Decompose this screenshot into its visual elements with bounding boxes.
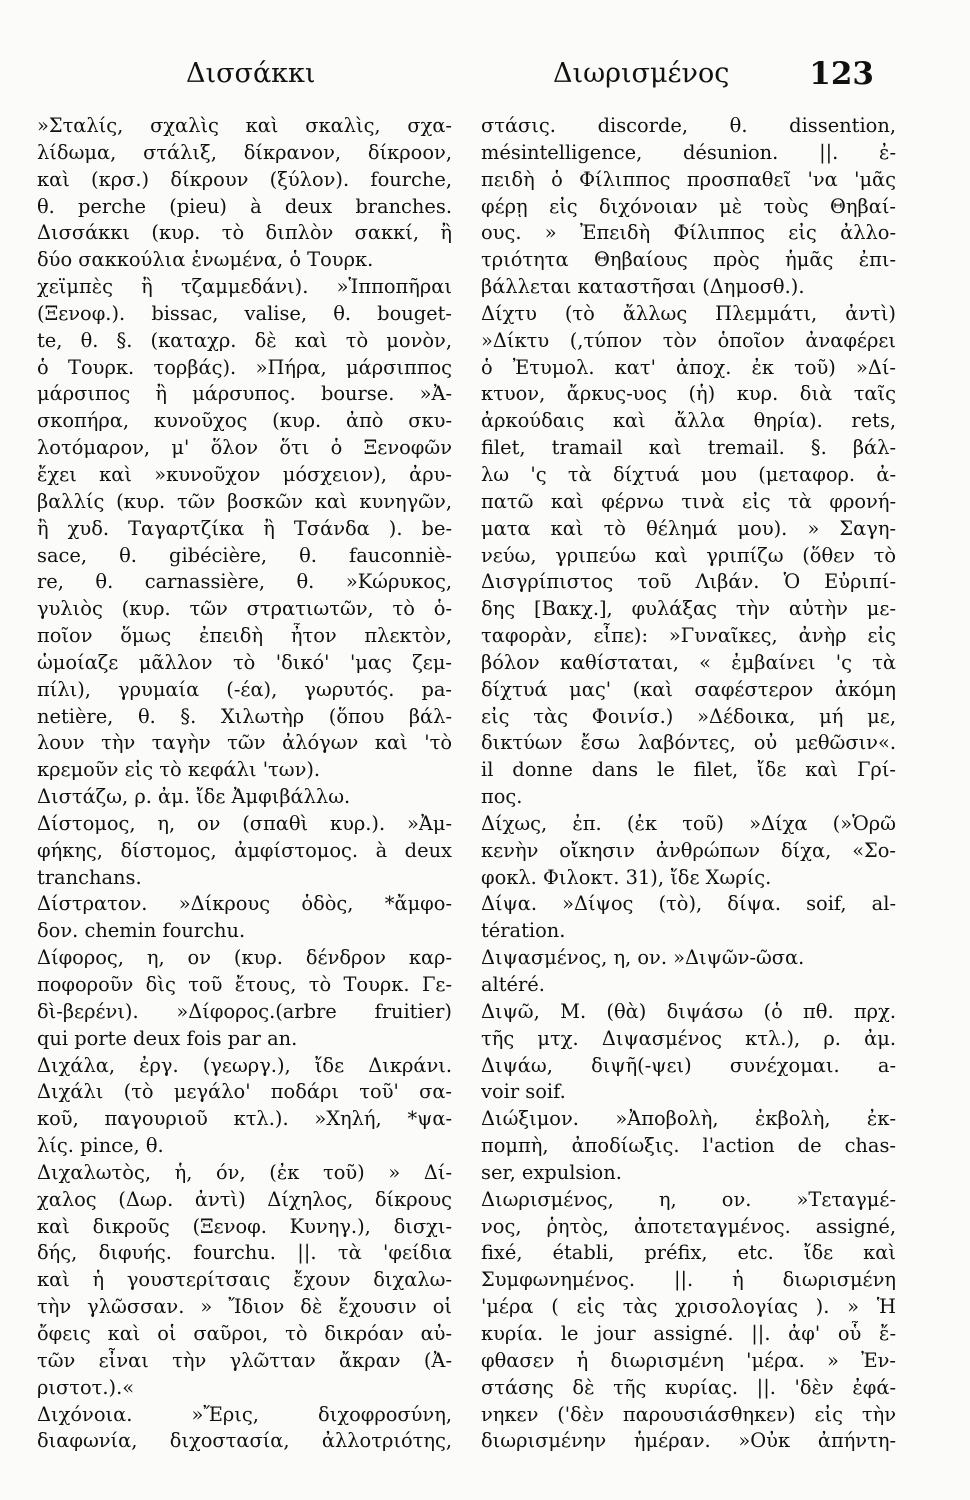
entry-line: filet, tramail καὶ tremail. §. βάλ- bbox=[481, 436, 896, 460]
entry-line: πειδὴ ὁ Φίλιππος προσπαθεῖ 'να 'μᾶς bbox=[481, 167, 896, 191]
entry-line: Διώξιμον. »Ἀποβολὴ, ἐκβολὴ, ἐκ- bbox=[481, 1107, 896, 1131]
entry-line: Διωρισμένος, η, ον. »Τεταγμέ- bbox=[481, 1187, 896, 1211]
entry-line: te, θ. §. (καταχρ. δὲ καὶ τὸ μονὸν, bbox=[37, 328, 452, 352]
entry-line: ὡμοίαζε μᾶλλον τὸ 'δικό' 'μας ζεμ- bbox=[37, 650, 452, 674]
entry-line: Δισγρίπιστος τοῦ Λιβάν. Ὁ Εὐριπί- bbox=[481, 570, 896, 594]
entry-line: ἔχει καὶ »κυνοῦχον μόσχειον), ἀρυ- bbox=[37, 462, 452, 486]
entry-line: νος, ῥητὸς, ἀποτεταγμένος. assigné, bbox=[481, 1214, 896, 1238]
entry-line: κενὴν οἴκησιν ἀνθρώπων δίχα, «Σο- bbox=[481, 838, 896, 862]
entry-line: λοτόμαρον, μ' ὅλον ὅτι ὁ Ξενοφῶν bbox=[37, 436, 452, 460]
entry-line: δης [Βακχ.], φυλάξας τὴν αὐτὴν με- bbox=[481, 597, 896, 621]
entry-line: re, θ. carnassière, θ. »Κώρυκος, bbox=[37, 570, 452, 594]
entry-line: σκοπήρα, κυνοῦχος (κυρ. ἀπὸ σκυ- bbox=[37, 409, 452, 433]
entry-line: λίς. pince, θ. bbox=[37, 1134, 164, 1158]
entry-line: νηκεν ('δὲν παρουσιάσθηκεν) εἰς τὴν bbox=[481, 1402, 896, 1426]
entry-line: δύο σακκούλια ἑνωμένα, ὁ Τουρκ. bbox=[37, 248, 374, 272]
entry-line: »Δίκτυ (,τύπον τὸν ὁποῖον ἀναφέρει bbox=[481, 328, 896, 352]
entry-line: netière, θ. §. Χιλωτὴρ (ὅπου βάλ- bbox=[37, 704, 452, 728]
entry-line: δής, διφυής. fourchu. ||. τὰ 'φείδια bbox=[37, 1241, 452, 1265]
entry-line: χεϊμπὲς ἢ τζαμμεδάνι). »Ἱπποπῆραι bbox=[37, 275, 452, 299]
entry-line: κυρία. le jour assigné. ||. ἀφ' οὗ ἔ- bbox=[481, 1321, 896, 1345]
entry-line: Δίψα. »Δίψος (τὸ), δίψα. soif, al- bbox=[481, 892, 896, 916]
entry-line: καὶ δικροῦς (Ξενοφ. Κυνηγ.), δισχι- bbox=[37, 1214, 452, 1238]
entry-line: διωρισμένην ἡμέραν. »Οὐκ ἀπήντη- bbox=[481, 1429, 896, 1453]
page-number: 123 bbox=[809, 56, 874, 92]
entry-line: fixé, établi, préfix, etc. ἴδε καὶ bbox=[481, 1241, 896, 1265]
entry-line: tranchans. bbox=[37, 865, 142, 889]
entry-line: κρεμοῦν εἰς τὸ κεφάλι 'των). bbox=[37, 758, 321, 782]
entry-line: εἰς τὰς Φοινίσ.) »Δέδοικα, μή με, bbox=[481, 704, 896, 728]
entry-line: λίδωμα, στάλιξ, δίκρανον, δίκροον, bbox=[37, 140, 452, 164]
entry-line: φοκλ. Φιλοκτ. 31), ἴδε Χωρίς. bbox=[481, 865, 772, 889]
entry-line: βάλλεται καταστῆσαι (Δημοσθ.). bbox=[481, 275, 805, 299]
entry-line: μάρσιπος ἢ μάρσυπος. bourse. »Ἀ- bbox=[37, 382, 452, 406]
entry-line: διαφωνία, διχοστασία, ἀλλοτριότης, bbox=[37, 1429, 452, 1453]
entry-line: Δίχτυ (τὸ ἄλλως Πλεμμάτι, ἀντὶ) bbox=[481, 301, 896, 325]
entry-line: πατῶ καὶ φέρνω τινὰ εἰς τὰ φρονή- bbox=[481, 489, 896, 513]
entry-line: il donne dans le filet, ἴδε καὶ Γρί- bbox=[481, 758, 896, 782]
entry-line: ματα καὶ τὸ θέλημά μου). » Σαγη- bbox=[481, 516, 896, 540]
entry-line: Διχόνοια. »Ἔρις, διχοφροσύνη, bbox=[37, 1402, 452, 1426]
entry-line: λουν τὴν ταγὴν τῶν ἀλόγων καὶ 'τὸ bbox=[37, 731, 452, 755]
entry-line: νεύω, γριπεύω καὶ γριπίζω (ὅθεν τὸ bbox=[481, 543, 896, 567]
entry-line: τὴν γλῶσσαν. » Ἴδιον δὲ ἔχουσιν οἱ bbox=[37, 1295, 452, 1319]
entry-line: ser, expulsion. bbox=[481, 1160, 622, 1184]
entry-line: Δίστομος, η, ον (σπαθὶ κυρ.). »Ἀμ- bbox=[37, 811, 452, 835]
entry-line: δον. chemin fourchu. bbox=[37, 919, 246, 943]
entry-line: κτυον, ἄρκυς-υος (ἡ) κυρ. διὰ ταῖς bbox=[481, 382, 896, 406]
entry-line: βαλλίς (κυρ. τῶν βοσκῶν καὶ κυνηγῶν, bbox=[37, 489, 452, 513]
entry-line: altéré. bbox=[481, 973, 545, 996]
entry-line: δὶ-βερένι). »Δίφορος.(arbre fruitier) bbox=[37, 999, 452, 1023]
entry-line: ταφορὰν, εἶπε): »Γυναῖκες, ἀνὴρ εἰς bbox=[481, 624, 896, 648]
entry-line: voir soif. bbox=[481, 1080, 566, 1104]
entry-line: ους. » Ἐπειδὴ Φίλιππος εἰς ἀλλο- bbox=[481, 221, 896, 245]
entry-line: Δίφορος, η, ον (κυρ. δένδρον καρ- bbox=[37, 946, 452, 970]
entry-line: ποῖον ὅμως ἐπειδὴ ἦτον πλεκτὸν, bbox=[37, 624, 452, 648]
entry-line: ἢ χυδ. Ταγαρτζίκα ἢ Τσάνδα ). be- bbox=[37, 516, 452, 540]
left-guide-word: Δισσάκκι bbox=[186, 58, 316, 89]
entry-line: Δίστρατον. »Δίκρους ὁδὸς, *ἄμφο- bbox=[37, 892, 452, 916]
entry-line: πομπὴ, ἀποδίωξις. l'action de chas- bbox=[481, 1134, 896, 1158]
entry-line: δίχτυά μας' (καὶ σαφέστερον ἀκόμη bbox=[481, 677, 896, 701]
entry-line: φέρῃ εἰς διχόνοιαν μὲ τοὺς Θηβαί- bbox=[481, 194, 896, 218]
entry-line: πίλι), γρυμαία (-έα), γωρυτός. pa- bbox=[37, 677, 452, 701]
entry-line: Διψασμένος, η, ον. »Διψῶν-ῶσα. bbox=[481, 946, 805, 970]
entry-line: ὁ Ἐτυμολ. κατ' ἀποχ. ἐκ τοῦ) »Δί- bbox=[481, 355, 896, 379]
entry-line: sace, θ. gibécière, θ. fauconniè- bbox=[37, 543, 452, 567]
entry-line: δικτύων ἔσω λαβόντες, οὐ μεθῶσιν«. bbox=[481, 731, 896, 755]
entry-line: (Ξενοφ.). bissac, valise, θ. bouget- bbox=[37, 301, 452, 325]
entry-line: στάσις. discorde, θ. dissention, bbox=[481, 114, 896, 137]
entry-line: Διχαλωτὸς, ἡ, όν, (ἐκ τοῦ) » Δί- bbox=[37, 1160, 452, 1184]
entry-line: καὶ (κρσ.) δίκρουν (ξύλον). fourche, bbox=[37, 167, 452, 191]
entry-line: τριότητα Θηβαίους πρὸς ἡμᾶς ἐπι- bbox=[481, 248, 896, 272]
entry-line: ριστοτ.).« bbox=[37, 1375, 135, 1399]
entry-line: καὶ ἡ γουστερίτσαις ἔχουν διχαλω- bbox=[37, 1268, 452, 1292]
entry-line: στάσης δὲ τῆς κυρίας. ||. 'δὲν ἐφά- bbox=[481, 1375, 896, 1399]
entry-line: Διστάζω, ρ. ἀμ. ἴδε Ἀμφιβάλλω. bbox=[37, 785, 351, 809]
entry-line: πος. bbox=[481, 785, 523, 809]
entry-line: χαλος (Δωρ. ἀντὶ) Δίχηλος, δίκρους bbox=[37, 1187, 452, 1211]
entry-line: Δισσάκκι (κυρ. τὸ διπλὸν σακκί, ἢ bbox=[37, 221, 452, 245]
entry-line: Δίχως, ἐπ. (ἐκ τοῦ) »Δίχα (»Ὁρῶ bbox=[481, 811, 896, 835]
entry-line: ὄφεις καὶ οἱ σαῦροι, τὸ δικρόαν αὐ- bbox=[37, 1321, 452, 1345]
entry-line: λω 'ς τὰ δίχτυά μου (μεταφορ. ἀ- bbox=[481, 462, 896, 486]
left-column bbox=[37, 113, 452, 1455]
entry-line: τῆς μτχ. Διψασμένος κτλ.), ρ. ἀμ. bbox=[481, 1026, 896, 1050]
entry-line: Συμφωνημένος. ||. ἡ διωρισμένη bbox=[481, 1268, 896, 1292]
entry-line: Διχάλι (τὸ μεγάλο' ποδάρι τοῦ' σα- bbox=[37, 1080, 452, 1104]
right-column bbox=[481, 113, 896, 1455]
entry-line: ποφοροῦν δὶς τοῦ ἔτους, τὸ Τουρκ. Γε- bbox=[37, 973, 452, 996]
entry-line: τῶν εἶναι τὴν γλῶτταν ἄκραν (Ἀ- bbox=[37, 1348, 452, 1372]
entry-line: Διψῶ, Μ. (θὰ) διψάσω (ὁ πθ. πρχ. bbox=[481, 999, 896, 1023]
entry-line: Διψάω, διψῆ(-ψει) συνέχομαι. a- bbox=[481, 1053, 896, 1077]
entry-line: θ. perche (pieu) à deux branches. bbox=[37, 194, 452, 218]
entry-line: qui porte deux fois par an. bbox=[37, 1026, 298, 1050]
entry-line: γυλιὸς (κυρ. τῶν στρατιωτῶν, τὸ ὁ- bbox=[37, 597, 452, 621]
entry-line: tération. bbox=[481, 919, 566, 943]
entry-line: Διχάλα, ἐργ. (γεωργ.), ἴδε Δικράνι. bbox=[37, 1053, 452, 1077]
entry-line: φήκης, δίστομος, ἀμφίστομος. à deux bbox=[37, 838, 452, 862]
entry-line: ἀρκούδαις καὶ ἄλλα θηρία). rets, bbox=[481, 409, 896, 433]
entry-line: κοῦ, παγουριοῦ κτλ.). »Χηλή, *ψα- bbox=[37, 1107, 452, 1131]
entry-line: φθασεν ἡ διωρισμένη 'μέρα. » Ἐν- bbox=[481, 1348, 896, 1372]
entry-line: mésintelligence, désunion. ||. ἐ- bbox=[481, 140, 896, 164]
right-guide-word: Διωρισμένος bbox=[553, 58, 730, 89]
entry-line: 'μέρα ( εἰς τὰς χρισολογίας ). » Ἡ bbox=[481, 1295, 896, 1319]
entry-line: ὁ Τουρκ. τορβάς). »Πήρα, μάρσιππος bbox=[37, 355, 452, 379]
entry-line: βόλον καθίσταται, « ἐμβαίνει 'ς τὰ bbox=[481, 650, 896, 674]
entry-line: »Σταλίς, σχαλὶς καὶ σκαλὶς, σχα- bbox=[37, 114, 452, 137]
